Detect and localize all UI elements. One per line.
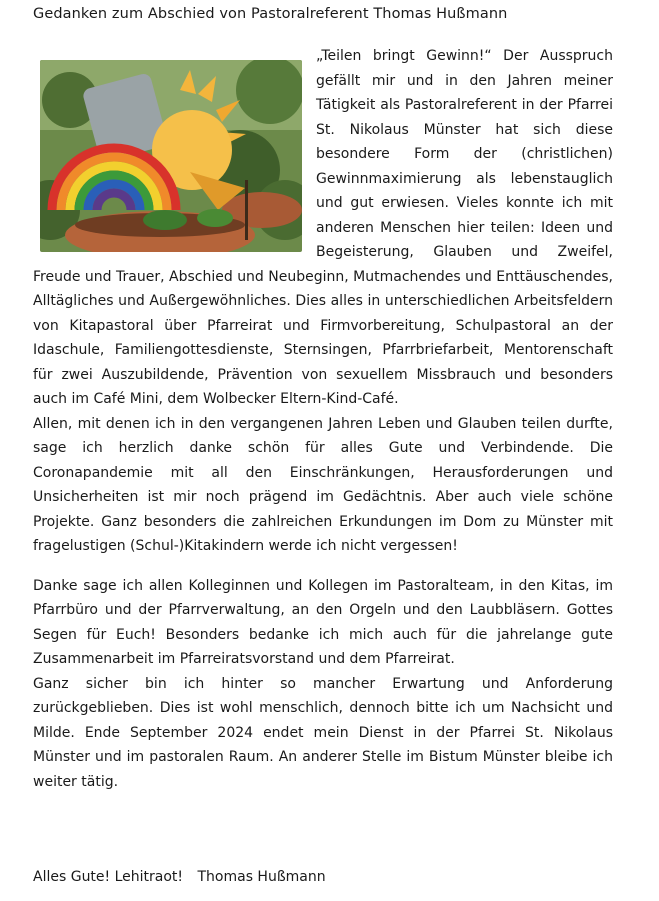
paragraph-colleagues: Danke sage ich allen Kolleginnen und Kollegen im Pastoralteam, in den Kitas, im Pfarrbüro und der Pfarrverwaltung, an den Orgeln und den Laubbläsern. Gottes Segen für Euch! Besonders bedanke ich mich auch für die jahrelange gute Zusammenarbeit im Pfarreiratsvorstand und dem Pfarreirat. xyxy=(33,577,613,667)
spacer xyxy=(33,559,613,574)
signoff-line xyxy=(33,869,336,885)
page-title: Gedanken zum Abschied von Pastoralreferent Thomas Hußmann xyxy=(33,6,508,22)
rainbow-sun-flowerpot-photo xyxy=(40,60,302,252)
signoff-greeting: Alles Gute! Lehitraot! xyxy=(33,869,184,885)
article-body xyxy=(33,44,613,794)
paragraph-farewell: Ganz sicher bin ich hinter so mancher Erwartung und Anforderung zurückgeblieben. Dies ist wohl menschlich, dennoch bitte ich um Nachsicht und Milde. Ende September 2024 endet mein Dienst in der Pfarrei St. Nikolaus Münster und im pastoralen Raum. An anderer Stelle im Bistum Münster bleibe ich weiter tätig. xyxy=(33,675,613,790)
paragraph-intro: „Teilen bringt Gewinn!“ Der Ausspruch gefällt mir und in den Jahren meiner Tätigkeit als Pastoralreferent in der Pfarrei St. Nikolaus Münster hat sich diese besondere Form der (christlichen) Gewinnmaximierung als lebenstauglich und gut erwiesen. Vieles konnte ich mit anderen Menschen hier teilen: Ideen und Begeisterung, Glauben und Zweifel, Freude und Trauer, Abschied und Neubeginn, Mutmachendes und Enttäuschendes, Alltägliches und Außergewöhnliches. Dies alles in unterschiedlichen Arbeitsfeldern von Kitapastoral über Pfarreirat und Firmvorbereitung, Schulpastoral an der Idaschule, Familiengottesdienste, Sternsingen, Pfarrbriefarbeit, Mentorenschaft für zwei Auszubildende, Prävention von sexuellem Missbrauch und besonders auch im Café Mini, dem Wolbecker Eltern-Kind-Café. xyxy=(33,48,613,407)
signoff-name: Thomas Hußmann xyxy=(197,869,326,885)
paragraph-thanks: Allen, mit denen ich in den vergangenen Jahren Leben und Glauben teilen durfte, sage ich herzlich danke schön für alles Gute und Verbindende. Die Coronapandemie mit all den Einschränkungen, Herausforderungen und Unsicherheiten ist mir noch prägend im Gedächtnis. Aber auch viele schöne Projekte. Ganz besonders die zahlreichen Erkundungen im Dom zu Münster mit fragelustigen (Schul-)Kitakindern werde ich nicht vergessen! xyxy=(33,415,613,554)
